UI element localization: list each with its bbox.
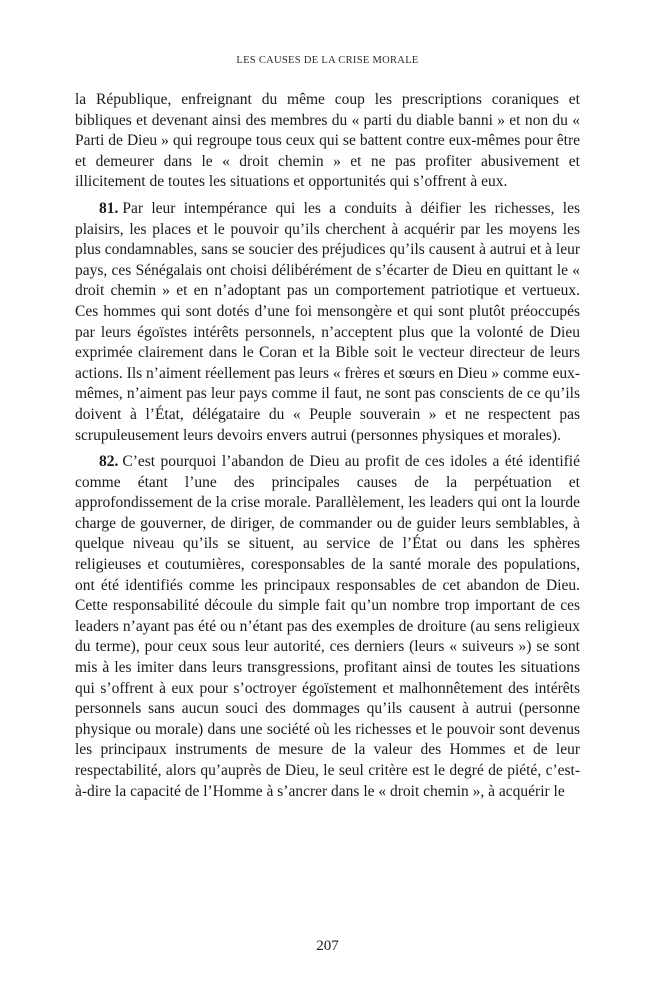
book-page: [75, 0, 580, 1006]
paragraph-number: 81.: [99, 199, 119, 217]
paragraph-number: 82.: [99, 453, 119, 471]
continuation-paragraph: la République, enfreignant du même coup les prescriptions coraniques et bibliques et devenant ainsi des membres du « parti du diable banni » et non du « Parti de Dieu » qui regroupe tous ceux qui se battent contre eux-mêmes pour être et demeurer dans le « droit chemin » et ne pas profiter abusivement et illicitement de toutes les situations et opportunités qui s’offrent à eux.: [75, 91, 580, 191]
running-head: LES CAUSES DE LA CRISE MORALE: [236, 55, 419, 66]
paragraph-82: [75, 452, 580, 802]
body-text: [75, 90, 580, 802]
paragraph-81: [75, 199, 580, 446]
paragraph-text: Par leur intempérance qui les a conduits à déifier les richesses, les plaisirs, les places et le pouvoir qu’ils cherchent à acquérir par les moyens les plus condamnables, sans se soucier des préjudices qu’ils causent à autrui et à leur pays, ces Sénégalais ont choisi délibérément de s’écarter de Dieu en quittant le « droit chemin » et en n’adoptant pas un comportement patriotique et vertueux. Ces hommes qui sont dotés d’une foi mensongère et qui sont plutôt préoccupés par leurs égoïstes intérêts personnels, n’acceptent plus que la volonté de Dieu exprimée clairement dans le Coran et la Bible soit le vecteur directeur de leurs actions. Ils n’aiment réellement pas leurs « frères et sœurs en Dieu » comme eux-mêmes, n’aiment pas leur pays comme il faut, ne sont pas conscients de ce qu’ils doivent à l’État, délégataire du « Peuple souverain » et ne respectent pas scrupuleusement leurs devoirs envers autrui (personnes physiques et morales).: [75, 199, 580, 444]
paragraph-text: C’est pourquoi l’abandon de Dieu au profit de ces idoles a été identifié comme étant l’une des principales causes de la perpétuation et approfondissement de la crise morale. Parallèlement, les leaders qui ont la lourde charge de gouverner, de diriger, de commander ou de guider leurs semblables, à quelque niveau qu’ils se situent, au service de l’État ou dans les sphères religieuses et coutumières, coresponsables de la santé morale des populations, ont été identifiés comme les principaux responsables de cet abandon de Dieu. Cette responsabilité découle du simple fait qu’un nombre trop important de ces leaders n’ayant pas été ou n’étant pas des exemples de droiture (au sens religieux du terme), pour ceux sous leur autorité, ces derniers (leurs « suiveurs ») se sont mis à les imiter dans leurs transgressions, profitant ainsi de toutes les situations qui s’offrent à eux pour s’octroyer égoïstement et malhonnêtement des intérêts personnels sans aucun souci des dommages qu’ils causent à autrui (personne physique ou morale) dans une société où les richesses et le pouvoir sont devenus les principaux instruments de mesure de la valeur des Hommes et de leur respectabilité, alors qu’auprès de Dieu, le seul critère est le degré de piété, c’est-à-dire la capacité de l’Homme à s’ancrer dans le « droit chemin », à acquérir le: [75, 453, 580, 800]
page-number: 207: [316, 938, 339, 954]
